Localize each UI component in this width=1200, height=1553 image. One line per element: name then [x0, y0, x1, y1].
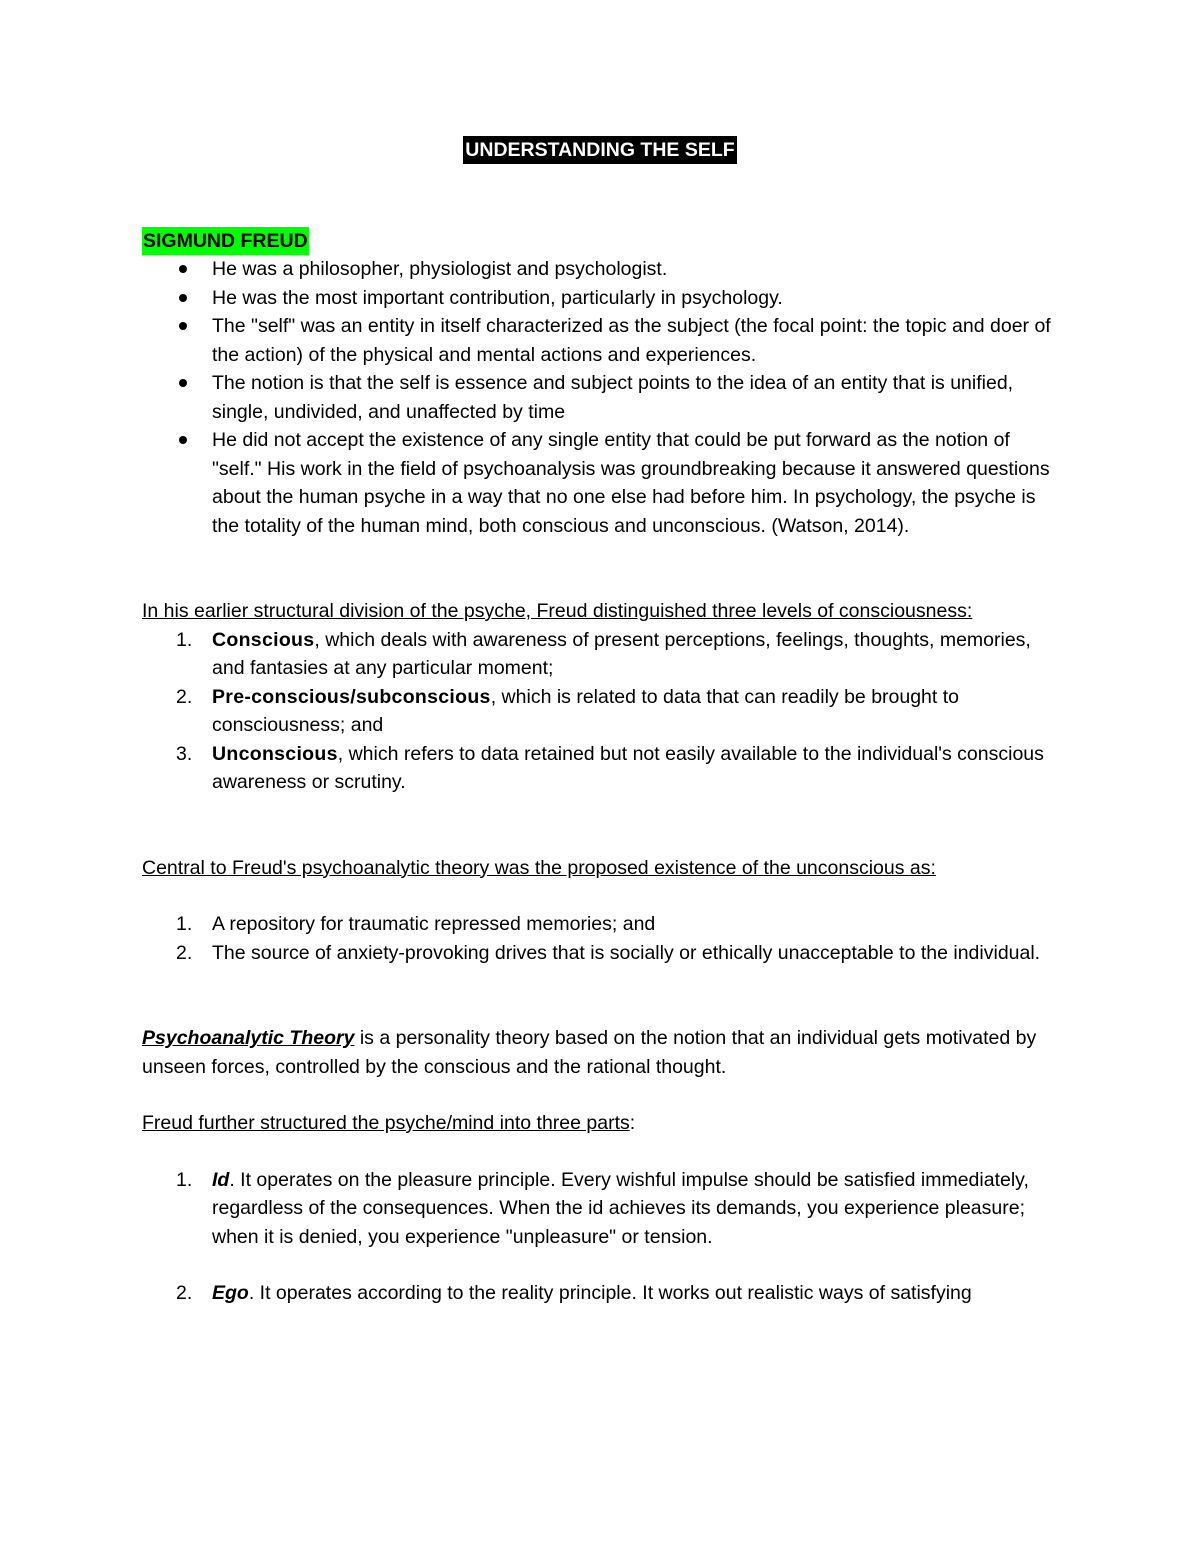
- document-body: [142, 136, 1062, 1308]
- list-item: 1. A repository for traumatic repressed memories; and: [176, 913, 656, 935]
- level-term: Pre-conscious/subconscious: [212, 685, 491, 708]
- title-block: [142, 136, 1058, 165]
- part-term: Id: [212, 1168, 230, 1191]
- section-heading: SIGMUND FREUD: [142, 227, 309, 255]
- levels-list: [142, 626, 1062, 797]
- list-item: 2. Pre-conscious/subconscious, which is related to data that can readily be brought to consciousness; and: [176, 685, 960, 736]
- parts-intro: Freud further structured the psyche/mind into three parts: [142, 1112, 630, 1134]
- list-item: The notion is that the self is essence and subject points to the idea of an entity that is unified, single, undivided, and unaffected by time: [142, 369, 1062, 426]
- bullet-icon: [179, 436, 187, 444]
- list-item: 1. Conscious, which deals with awareness of present perceptions, feelings, thoughts, memories, and fantasies at any particular moment;: [176, 628, 1031, 679]
- page-title: UNDERSTANDING THE SELF: [463, 136, 736, 164]
- bullet-icon: [179, 379, 187, 387]
- part-term: Ego: [212, 1282, 249, 1304]
- list-item: He was the most important contribution, particularly in psychology.: [142, 284, 1062, 313]
- bullet-icon: [179, 265, 187, 273]
- section-heading-block: [142, 227, 1062, 256]
- bullet-icon: [179, 322, 187, 330]
- list-item: 1. Id. It operates on the pleasure principle. Every wishful impulse should be satisfied immediately, regardless of the consequences. When the id achieves its demands, you experience pleasure; when it is denied, you experience "unpleasure" or tension.: [176, 1168, 1029, 1248]
- psyche-parts-list: [142, 1166, 1062, 1308]
- list-item: 2. The source of anxiety-provoking drives that is socially or ethically unacceptable to the individual.: [176, 941, 1041, 964]
- level-term: Conscious: [212, 628, 315, 651]
- list-item: 2. Ego. It operates according to the reality principle. It works out realistic ways of satisfying: [176, 1282, 972, 1304]
- unconscious-list: [142, 910, 1062, 967]
- unconscious-intro: Central to Freud's psychoanalytic theory was the proposed existence of the unconscious as:: [142, 856, 936, 879]
- freud-bullet-list: [142, 255, 1062, 540]
- level-term: Unconscious: [212, 742, 338, 765]
- list-item: He did not accept the existence of any single entity that could be put forward as the notion of "self." His work in the field of psychoanalysis was groundbreaking because it answered questions about the human psyche in a way that no one else had before him. In psychology, the psyche is the totality of the human mind, both conscious and unconscious. (Watson, 2014).: [142, 426, 1062, 540]
- theory-paragraph: Psychoanalytic Theory is a personality theory based on the notion that an individual gets motivated by unseen forces, controlled by the conscious and the rational thought.: [142, 1027, 1037, 1078]
- theory-term: Psychoanalytic Theory: [142, 1027, 355, 1049]
- bullet-icon: [179, 294, 187, 302]
- levels-intro: In his earlier structural division of the psyche, Freud distinguished three levels of consciousness:: [142, 600, 973, 622]
- list-item: He was a philosopher, physiologist and psychologist.: [142, 255, 1062, 284]
- list-item: The "self" was an entity in itself characterized as the subject (the focal point: the topic and doer of the action) of the physical and mental actions and experiences.: [142, 312, 1062, 369]
- list-item: 3. Unconscious, which refers to data retained but not easily available to the individual's conscious awareness or scrutiny.: [176, 742, 1044, 793]
- parts-intro-line: Freud further structured the psyche/mind into three parts:: [142, 1112, 636, 1134]
